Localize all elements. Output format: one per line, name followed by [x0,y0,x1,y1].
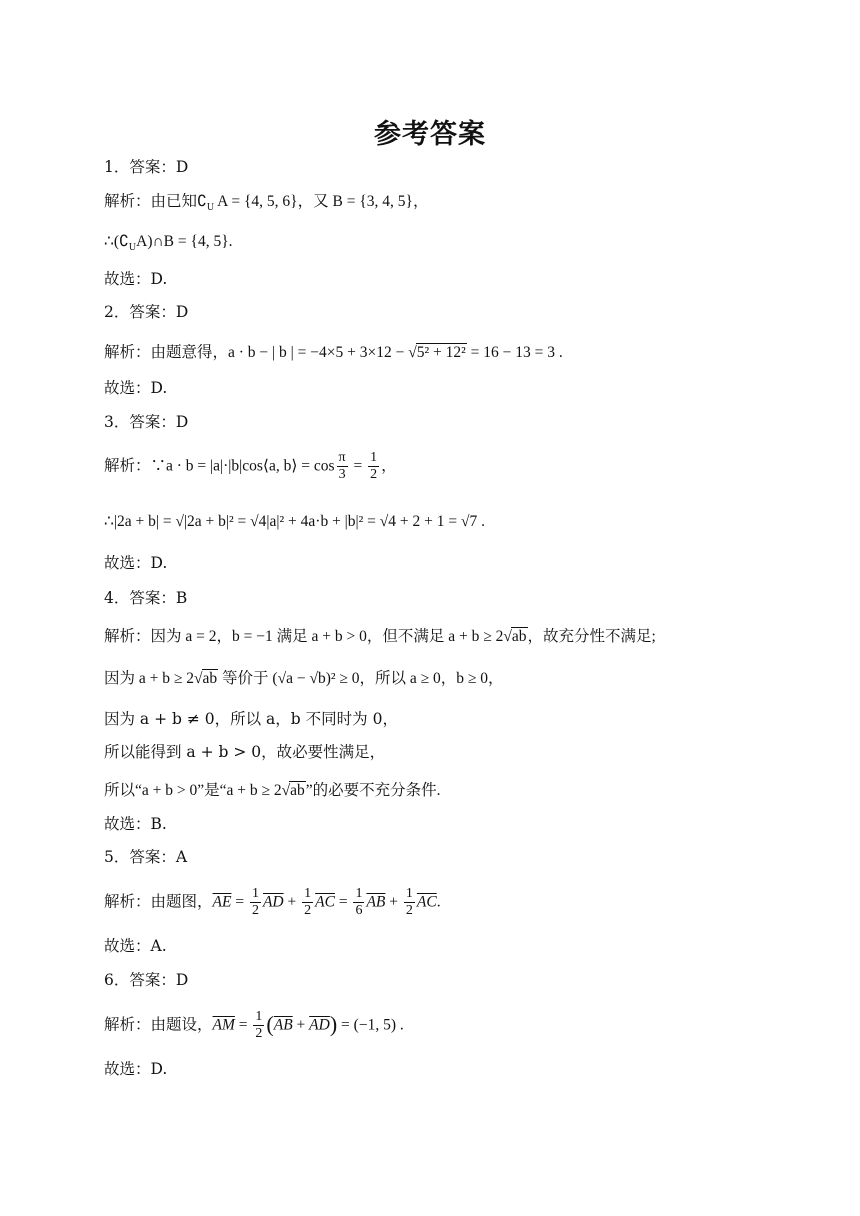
q5-frac-1: $\frac{1}{2}$ [251,886,259,919]
q6-vector-ad: $\overline{AD}$ [309,1016,330,1034]
q1-result-prefix: ∴(∁ [104,233,129,250]
q4-line1-text: 解析：因为 a = 2，b = −1 满足 a + b > 0，但不满足 a + b ≥ 2 [104,628,504,645]
q4-line5-sqrt: ab [290,782,305,799]
q2-choice: 故选：D. [104,379,168,397]
q2-result: = 16 − 13 = 3 . [466,344,563,361]
q5-vector-ac: $\overline{AC}$ [315,893,335,911]
q3-choice: 故选：D. [104,554,168,572]
q3-magnitude-expression: |2a + b| = √|2a + b|² = √4|a|² + 4a·b + |b|² = √4 + 2 + 1 = √7 . [113,513,486,530]
q3-therefore: ∴ [104,512,114,530]
q3-analysis-prefix: 解析：∵ [104,456,167,475]
q4-choice: 故选：B. [104,815,167,833]
q1-set-a: A = {4, 5, 6}，又 [214,193,333,210]
q1-set-b: B = {3, 4, 5}， [332,193,429,210]
q4-line5-tail: ”的必要不充分条件. [305,782,441,799]
q4-line1-tail: ，故充分性不满足; [527,628,656,645]
q6-analysis: 解析：由题设，$\overline{AM}$ = $\frac{1}{2}$ $(\overline{AB} + \overline{AD}) = (-1$, 5) . [104,1009,404,1042]
q6-result: = (−1, 5) . [337,1016,404,1034]
q3-expression: a · b = |a|·|b|cos⟨a, b⟩ = cos [166,457,335,475]
q6-analysis-prefix: 解析：由题设， [104,1015,213,1034]
q1-complement-symbol: ∁ [197,193,207,210]
q2-expression: a · b − | b | = −4×5 + 3×12 − [228,344,409,361]
q3-equals: = [349,457,367,475]
q4-line2-tail: 等价于 (√a − √b)² ≥ 0，所以 a ≥ 0，b ≥ 0， [218,670,504,687]
q4-line5-text: 所以“a + b > 0”是“a + b ≥ 2 [104,782,282,799]
q5-analysis: 解析：由题图，$\overline{AE}$ = $\frac{1}{2}$ $\overline{AD}$ + $\frac{1}{2}$ $\overline{AC}$ = $\frac{1}{6}$ $\overline{AB}$ + $\frac{1}{2}$ $\overline{AC}$. [104,886,441,919]
q5-frac-3: $\frac{1}{6}$ [355,886,363,919]
q4-answer: 4．答案：B [104,589,188,607]
q6-choice: 故选：D. [104,1060,168,1078]
q2-sqrt: 5² + 12² [416,344,466,361]
q1-answer: 1．答案：D [104,158,189,176]
q3-fraction-pi: $\frac{\pi}{3}$ [338,450,346,483]
q4-analysis-line1: 解析：因为 a = 2，b = −1 满足 a + b > 0，但不满足 a + b ≥ 2√ab，故充分性不满足; [104,628,656,645]
q1-complement-sub: U [206,202,215,214]
q1-analysis-prefix: 解析：由已知 [104,192,198,210]
q5-vector-ac-2: $\overline{AC}$ [416,893,437,911]
q5-vector-ad: $\overline{AD}$ [262,893,284,911]
q3-analysis-line1 [104,450,397,483]
q5-analysis-prefix: 解析：由题图， [104,892,213,911]
q3-answer: 3．答案：D [104,413,189,431]
q6-answer: 6．答案：D [104,971,189,989]
q1-result: A)∩B = {4, 5}. [136,233,233,250]
q4-analysis-line2: 因为 a + b ≥ 2√ab 等价于 (√a − √b)² ≥ 0，所以 a ≥ 0，b ≥ 0， [104,670,504,687]
q5-answer: 5．答案：A [104,848,188,866]
q4-analysis-line5: 所以“a + b > 0”是“a + b ≥ 2√ab”的必要不充分条件. [104,782,441,799]
q5-vector-ab: $\overline{AB}$ [366,893,386,911]
q1-analysis-line2 [104,234,233,253]
q5-choice: 故选：A. [104,937,167,955]
q3-fraction-half: $\frac{1}{2}$ [370,450,378,483]
q4-analysis-line3: 因为 a + b ≠ 0，所以 a，b 不同时为 0， [104,710,398,728]
q4-line1-sqrt: ab [511,628,527,645]
page-title: 参考答案 [374,119,486,150]
q3-analysis-line2 [104,514,485,530]
q6-vector-am: $\overline{AM}$ [212,1016,235,1034]
q4-line2-sqrt: ab [202,670,218,687]
q4-line2-text: 因为 a + b ≥ 2 [104,670,195,687]
q6-vector-ab: $\overline{AB}$ [273,1016,293,1034]
q5-frac-2: $\frac{1}{2}$ [304,886,312,919]
q1-result-sub: U [128,242,137,254]
q5-frac-4: $\frac{1}{2}$ [405,886,413,919]
q2-analysis: 解析：由题意得，a · b − | b | = −4×5 + 3×12 − √5² + 12² = 16 − 13 = 3 . [104,343,563,361]
q4-analysis-line4: 所以能得到 a + b > 0，故必要性满足， [104,743,386,761]
q3-tail: ， [381,457,397,475]
q6-frac-half: $\frac{1}{2}$ [255,1009,263,1042]
q5-vector-ae: $\overline{AE}$ [212,893,232,911]
q2-answer: 2．答案：D [104,303,189,321]
q1-analysis-line1 [104,194,428,213]
q1-choice: 故选：D. [104,270,168,288]
q2-analysis-prefix: 解析：由题意得， [104,343,229,361]
